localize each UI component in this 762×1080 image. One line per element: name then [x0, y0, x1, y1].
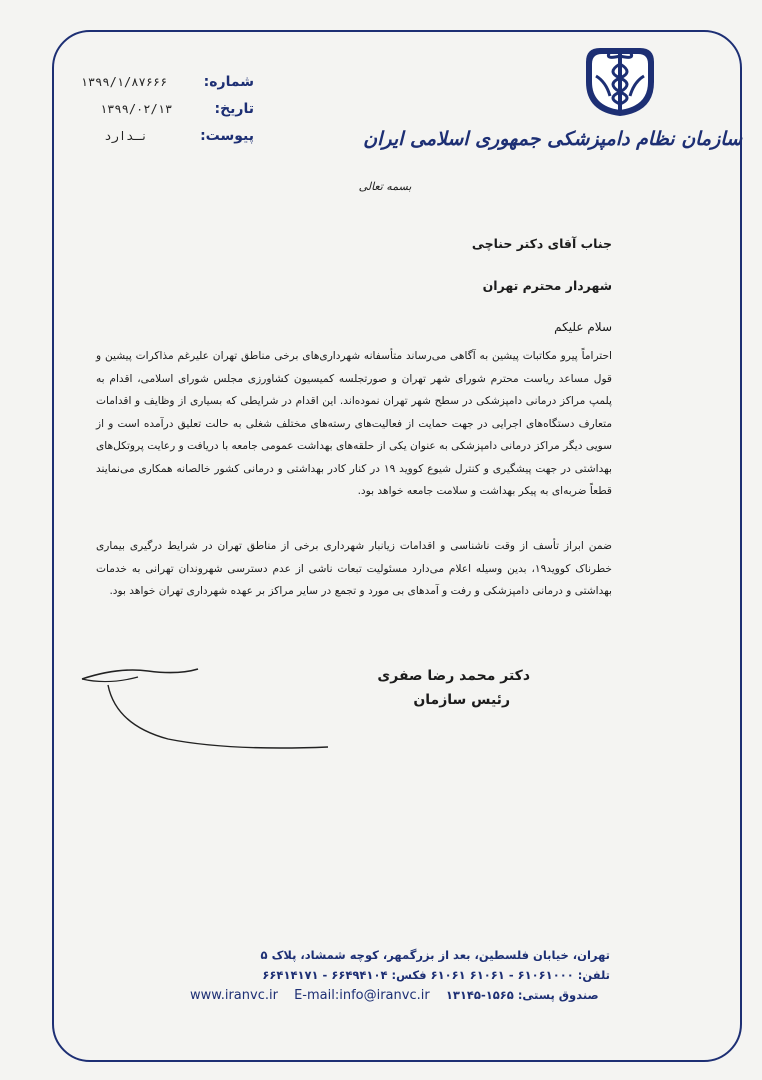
- footer-address: تهران، خیابان فلسطین، بعد از بزرگمهر، کوچه شمشاد، پلاک ۵: [260, 948, 610, 962]
- letter-attachment: [104, 128, 254, 144]
- caduceus-emblem-icon: [576, 42, 664, 118]
- organization-name: سازمان نظام دامپزشکی جمهوری اسلامی ایران: [363, 128, 742, 150]
- footer-contacts: [190, 988, 599, 1003]
- number-value: ۱۳۹۹/۱/۸۷۶۶۶: [80, 75, 168, 89]
- greeting: سلام علیکم: [554, 320, 612, 334]
- email-link[interactable]: E-mail:info@iranvc.ir: [294, 988, 430, 1003]
- recipient-title: شهردار محترم تهران: [482, 278, 612, 293]
- website-link[interactable]: www.iranvc.ir: [190, 988, 278, 1003]
- invocation: بسمه تعالی: [358, 180, 412, 193]
- date-value: ۱۳۹۹/۰۲/۱۳: [99, 102, 173, 116]
- footer-phones: تلفن: ۶۱۰۶۱۰۰۰ - ۶۱۰۶۱ ۶۱۰۶۱ فکس: ۶۶۴۹۴۱۰۴ - ۶۶۴۱۴۱۷۱: [262, 968, 610, 982]
- attachment-value: نـدارد: [104, 129, 148, 143]
- recipient-name: جناب آقای دکتر حناچی: [471, 236, 612, 251]
- body-paragraph-1: احتراماً پیرو مکاتبات پیشین به آگاهی می‌رساند متأسفانه شهرداری‌های برخی مناطق تهران علیرغم مذاکرات پیشین و قول مساعد ریاست محترم شورای شهر تهران و صورتجلسه کمیسیون کشاورزی مجلس شورای اسلامی، اقدام به پلمپ مراکز درمانی دامپزشکی در سطح شهر تهران نموده‌اند. این اقدام در شرایطی که بسیاری از وظایف و اقدامات متعارف دستگاه‌های اجرایی در جهت حمایت از فعالیت‌های رسته‌های مختلف شغلی به حالت تعلیق درآمده است و از سویی دیگر مراکز درمانی دامپزشکی به عنوان یکی از حلقه‌های بهداشت عمومی جامعه با دریافت و رعایت پروتکل‌های بهداشتی در جهت پیشگیری و کنترل شیوع کووید ۱۹ در کنار کادر بهداشتی و درمانی کشور خالصانه همکاری می‌نمایند قطعاً ضربه‌ای به پیکر بهداشت و سلامت جامعه خواهد بود.: [96, 350, 612, 497]
- body-paragraph-2: ضمن ابراز تأسف از وقت ناشناسی و اقدامات زیانبار شهرداری برخی از مناطق تهران در شرایط درگیری بیماری خطرناک کووید۱۹، بدین وسیله اعلام می‌دارد مسئولیت تبعات ناشی از عدم دسترسی شهروندان تهرانی به خدمات بهداشتی و درمانی دامپزشکی و رفت و آمدهای بی مورد و تجمع در سایر مراکز بر عهده شهرداری تهران خواهد بود.: [96, 540, 612, 597]
- signatory-title: رئیس سازمان: [413, 692, 510, 708]
- number-label: شماره:: [203, 74, 254, 90]
- letter-number: [81, 74, 254, 90]
- date-label: تاریخ:: [214, 101, 254, 117]
- letter-date: [100, 101, 254, 117]
- attachment-label: پیوست:: [200, 128, 254, 144]
- signatory-name: دکتر محمد رضا صفری: [377, 668, 530, 684]
- po-box: صندوق پستی: ۱۵۶۵-۱۳۱۴۵: [445, 988, 599, 1002]
- handwritten-signature: [78, 655, 328, 755]
